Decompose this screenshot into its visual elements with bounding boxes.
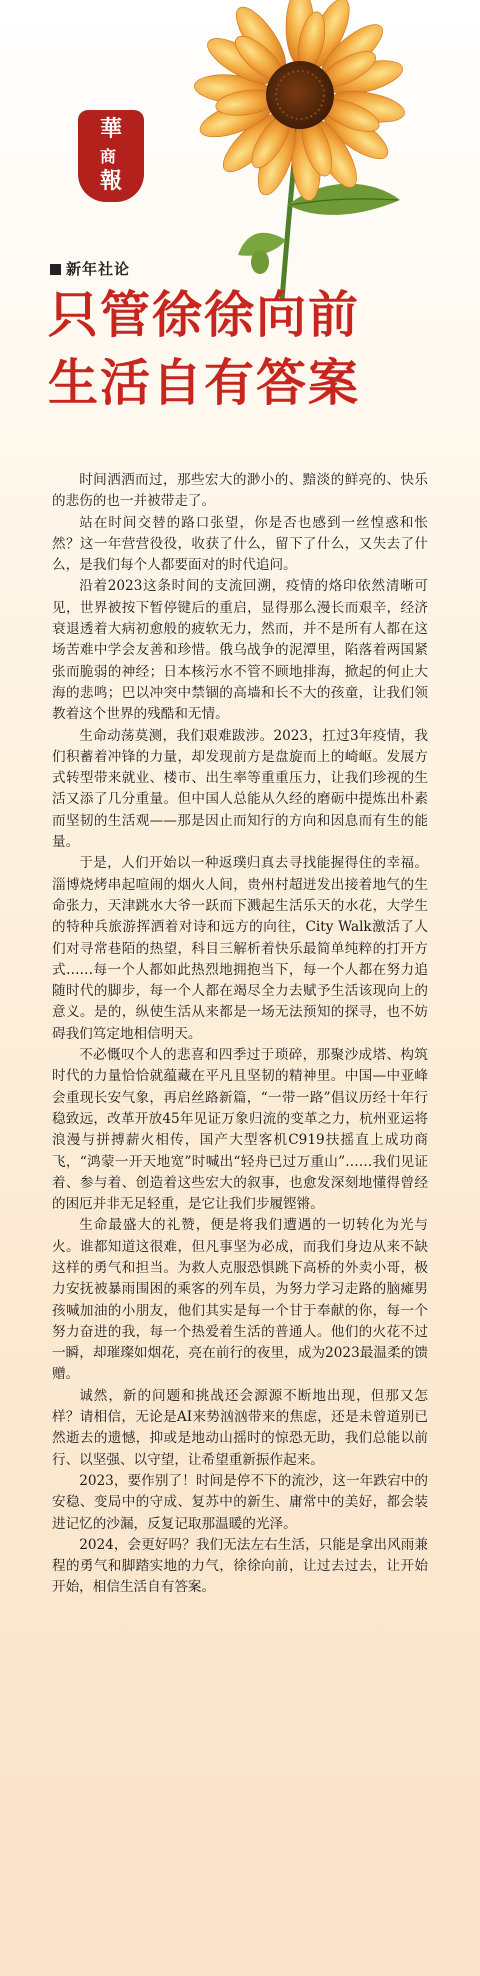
newspaper-logo xyxy=(78,110,144,202)
article-paragraph: 站在时间交替的路口张望，你是否也感到一丝惶惑和怅然？这一年营营役役，收获了什么，留下了什么，又失去了什么，是我们每个人都要面对的时代追问。 xyxy=(52,514,428,574)
logo-char: 報 xyxy=(100,168,123,194)
article-paragraph: 生命动荡莫测，我们艰难跋涉。2023，扛过3年疫情，我们积蓄着冲锋的力量，却发现前方是盘旋而上的崎岖。发展方式转型带来就业、楼市、出生率等重重压力，让我们珍视的生活又添了几分重量。但中国人总能从久经的磨砺中提炼出朴素而坚韧的生活观——那是因止而知行的方向和因息而有生的能量。 xyxy=(52,727,428,851)
article-body xyxy=(52,470,428,1599)
article-paragraph: 沿着2023这条时间的支流回溯，疫情的烙印依然清晰可见，世界被按下暂停键后的重启，显得那么漫长而艰辛，经济衰退透着大病初愈般的疲软无力，然而，并不是所有人都在这场苦难中学会友善和珍惜。俄乌战争的泥潭里，陷落着两国紧张而脆弱的神经；日本核污水不管不顾地排海，掀起的何止大海的悲鸣；巴以冲突中禁锢的高墙和长不大的孩童，让我们领教着这个世界的残酷和无情。 xyxy=(52,578,428,723)
column-label: 新年社论 xyxy=(66,260,131,278)
article-paragraph: 2024，会更好吗？我们无法左右生活，只能是拿出风雨兼程的勇气和脚踏实地的力气，徐徐向前，让过去过去，让开始开始，相信生活自有答案。 xyxy=(52,1536,428,1596)
article-paragraph: 生命最盛大的礼赞，便是将我们遭遇的一切转化为光与火。谁都知道这很难，但凡事坚为必成，而我们身边从来不缺这样的勇气和担当。为救人克服恐惧跳下高桥的外卖小哥，极力安抚被暴雨围困的乘客的列车员，为努力学习走路的脑瘫男孩喊加油的小朋友，他们其实是每一个甘于奉献的你，每一个努力奋进的我，每一个热爱着生活的普通人。他们的火花不过一瞬，却璀璨如烟花，亮在前行的夜里，成为2023最温柔的馈赠。 xyxy=(52,1217,428,1383)
article-paragraph: 不必慨叹个人的悲喜和四季过于琐碎，那聚沙成塔、构筑时代的力量恰恰就蕴藏在平凡且坚韧的精神里。中国—中亚峰会重现长安气象，再启丝路新篇，“一带一路”倡议历经十年行稳致远，改革开放45年见证万象归流的变革之力，杭州亚运将浪漫与拼搏薪火相传，国产大型客机C919扶摇直上成功商飞，“鸿蒙一开天地宽”时喊出“轻舟已过万重山”……我们见证着、参与着、创造着这些宏大的叙事，也愈发深刻地懂得曾经的困厄并非无足轻重，是它让我们步履铿锵。 xyxy=(52,1047,428,1213)
logo-char: 商 xyxy=(100,147,117,166)
article-paragraph: 于是，人们开始以一种返璞归真去寻找能握得住的幸福。淄博烧烤串起喧闹的烟火人间，贵州村超迸发出接着地气的生命张力，天津跳水大爷一跃而下溅起生活乐天的水花，大学生的特种兵旅游挥洒着对诗和远方的向往，City Walk激活了人们对寻常巷陌的热望，科目三解析着快乐最简单纯粹的打开方式……每一个人都如此热烈地拥抱当下，每一个人都在努力追随时代的脚步，每一个人都在竭尽全力去赋予生活该现向上的意义。是的，纵使生活从来都是一场无法预知的探寻，也不妨碍我们笃定地相信明天。 xyxy=(52,855,428,1042)
square-bullet-icon xyxy=(50,264,61,275)
article-paragraph: 时间洒洒而过，那些宏大的渺小的、黯淡的鲜亮的、快乐的悲伤的也一并被带走了。 xyxy=(52,472,428,510)
headline-line-2: 生活自有答案 xyxy=(48,354,360,412)
logo-char: 華 xyxy=(100,116,123,142)
sunflower-illustration xyxy=(150,0,420,300)
headline-line-1: 只管徐徐向前 xyxy=(48,286,360,344)
article-paragraph: 2023，要作别了！时间是停不下的流沙，这一年跌宕中的安稳、变局中的守成、复苏中的新生、庸常中的美好，都会装进记忆的沙漏，反复记取那温暖的光泽。 xyxy=(52,1472,428,1532)
article-paragraph: 诚然，新的问题和挑战还会源源不断地出现，但那又怎样？请相信，无论是AI来势汹汹带来的焦虑，还是未曾道别已然逝去的遗憾，抑或是地动山摇时的惊恐无助，我们总能以前行、以坚强、以守望，让希望重新振作起来。 xyxy=(52,1387,428,1468)
column-tag xyxy=(50,258,130,279)
